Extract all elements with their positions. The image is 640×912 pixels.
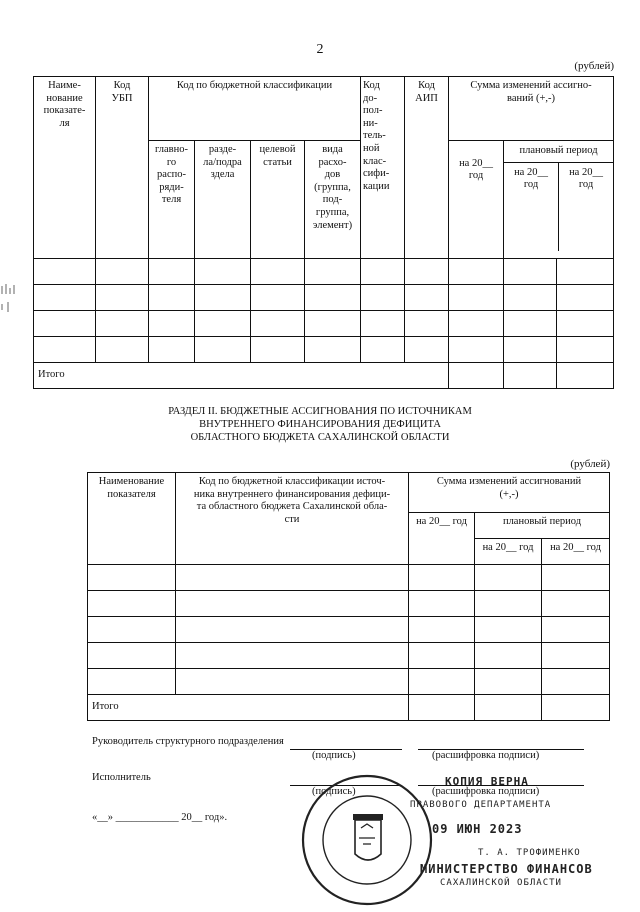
header-section: разде- ла/подра здела xyxy=(195,141,251,259)
stamp-date: 09 ИЮН 2023 xyxy=(432,822,523,836)
total-row xyxy=(88,695,610,721)
executor-decoding-caption: (расшифровка подписи) xyxy=(432,786,540,797)
header-planned-period xyxy=(504,141,614,259)
table-row xyxy=(88,669,610,695)
table-row xyxy=(88,643,610,669)
table2-unit: (рублей) xyxy=(570,458,610,470)
t2-header-year: на 20__ год xyxy=(409,513,475,565)
header-name: Наиме- нование показате- ля xyxy=(34,77,96,259)
header-plan-year2: на 20__ год xyxy=(569,166,603,191)
t2-header-name: Наименование показателя xyxy=(88,473,176,565)
budget-table xyxy=(33,76,614,389)
t2-header-plan-year1: на 20__ год xyxy=(475,539,542,565)
stamp-department: ПРАВОВОГО ДЕПАРТАМЕНТА xyxy=(410,800,552,810)
head-label: Руководитель структурного подразделения xyxy=(92,736,284,747)
t2-total-label: Итого xyxy=(88,695,409,721)
header-additional-code: Код до- пол- ни- тель- ной клас- сифи- кации xyxy=(361,77,405,259)
financing-table xyxy=(87,472,610,721)
header-sum-change: Сумма изменений ассигно- ваний (+,-) xyxy=(449,77,614,141)
total-label: Итого xyxy=(34,363,449,389)
table1-unit: (рублей) xyxy=(574,60,614,72)
page-number: 2 xyxy=(316,42,324,57)
table-row xyxy=(34,311,614,337)
header-aip: Код АИП xyxy=(405,77,449,259)
table-row xyxy=(34,259,614,285)
stamp-ministry: МИНИСТЕРСТВО ФИНАНСОВ xyxy=(420,862,593,876)
header-year-text: на 20__ год xyxy=(459,157,493,182)
date-line: «__» ____________ 20__ год». xyxy=(92,812,228,823)
table-row xyxy=(88,617,610,643)
t2-header-plan-year2: на 20__ год xyxy=(542,539,610,565)
head-decoding-caption: (расшифровка подписи) xyxy=(432,750,540,761)
stamp-copy-verified: КОПИЯ ВЕРНА xyxy=(445,775,529,788)
table-row xyxy=(34,285,614,311)
head-signature-caption: (подпись) xyxy=(312,750,356,761)
section-title: РАЗДЕЛ II. БЮДЖЕТНЫЕ АССИГНОВАНИЯ ПО ИСТОЧНИКАМ ВНУТРЕННЕГО ФИНАНСИРОВАНИЯ ДЕФИЦИТА ОБЛАСТНОГО БЮДЖЕТА САХАЛИНСКОЙ ОБЛАСТИ xyxy=(168,406,472,444)
official-seal-icon xyxy=(295,770,445,910)
header-plan-year1: на 20__ год xyxy=(504,163,559,251)
t2-header-sum-change: Сумма изменений ассигнований (+,-) xyxy=(409,473,610,513)
stamp-name: Т. А. ТРОФИМЕНКО xyxy=(478,848,581,858)
header-planned-label: плановый период xyxy=(504,141,613,163)
table-row xyxy=(88,591,610,617)
t2-header-code: Код по бюджетной классификации источ- ника внутреннего финансирования дефици- та областного бюджета Сахалинской обла- сти xyxy=(176,473,409,565)
header-expense-type: вида расхо- дов (группа, под- группа, элемент) xyxy=(305,141,361,259)
executor-signature-caption: (подпись) xyxy=(312,786,356,797)
header-ubp: Код УБП xyxy=(96,77,149,259)
header-target-item: целевой статьи xyxy=(251,141,305,259)
table-row xyxy=(34,337,614,363)
stamp-region: САХАЛИНСКОЙ ОБЛАСТИ xyxy=(440,878,562,888)
table-row xyxy=(88,565,610,591)
total-row xyxy=(34,363,614,389)
header-budget-classification: Код по бюджетной классификации xyxy=(149,77,361,141)
t2-header-planned: плановый период xyxy=(475,513,610,539)
executor-label: Исполнитель xyxy=(92,772,151,783)
header-year xyxy=(449,141,504,259)
scan-artifact-icon xyxy=(0,280,30,320)
header-main-manager: главно- го распо- ряди- теля xyxy=(149,141,195,259)
